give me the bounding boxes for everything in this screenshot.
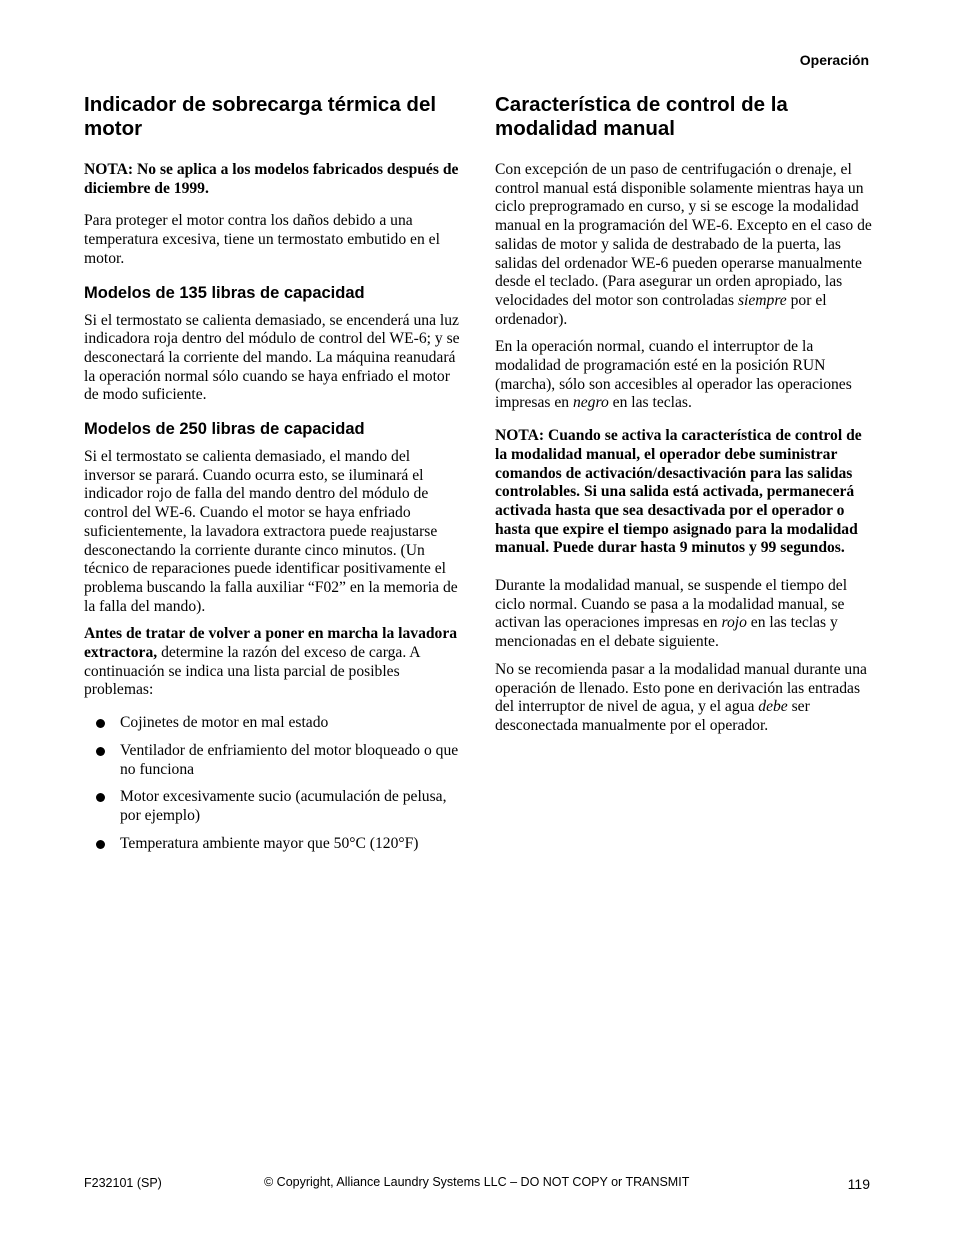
manual-mode-paragraph-4 — [495, 661, 875, 736]
list-item-text: Ventilador de enfriamiento del motor bloqueado o que no funciona — [120, 741, 459, 778]
intro-paragraph: Para proteger el motor contra los daños debido a una temperatura excesiva, tiene un termostato embutido en el motor. — [84, 212, 440, 267]
manual-mode-paragraph-2 — [495, 338, 875, 413]
subsection-title-135: Modelos de 135 libras de capacidad — [84, 283, 365, 302]
list-item — [84, 714, 462, 733]
emphasis-text: rojo — [721, 614, 747, 632]
text-run: En la operación normal, cuando el interruptor de la modalidad de programación esté en la posición RUN (marcha), sólo son accesibles al operador las operaciones impresas en — [495, 338, 852, 412]
problem-list — [84, 714, 462, 853]
text-run: en las teclas. — [608, 394, 692, 412]
manual-mode-note: NOTA: Cuando se activa la característica de control de la modalidad manual, el operador debe suministrar comandos de activación/desactivación para las salidas controlables. Si una salida está activada, permanecerá activada hasta que sea desactivada por el operador o hasta que expire el tiempo asignado para la modalidad manual. Puede durar hasta 9 minutos y 99 segundos. — [495, 427, 862, 557]
bullet-icon — [96, 840, 105, 849]
list-item-text: Cojinetes de motor en mal estado — [120, 714, 329, 732]
emphasis-text: debe — [758, 698, 788, 716]
text-run: Durante la modalidad manual, se suspende el tiempo del ciclo normal. Cuando se pasa a la modalidad manual, se activan las operaciones impresas en — [495, 577, 848, 632]
page-number: 119 — [847, 1176, 870, 1192]
paragraph-135: Si el termostato se calienta demasiado, se encenderá una luz indicadora roja dentro del módulo de control del WE-6; y se desconectará la corriente del mando. La máquina reanudará la operación normal sólo cuando se haya enfriado el motor de modo suficiente. — [84, 311, 460, 404]
emphasis-text: siempre — [737, 291, 787, 309]
bullet-icon — [96, 793, 105, 802]
text-run: en las teclas y mencionadas en el debate siguiente. — [495, 614, 838, 651]
list-item — [84, 742, 462, 779]
warning-rest-text: determine la razón del exceso de carga. A continuación se indica una lista parcial de posibles problemas: — [84, 644, 420, 699]
list-item — [84, 835, 462, 854]
subsection-title-250: Modelos de 250 libras de capacidad — [84, 420, 365, 439]
emphasis-text: negro — [572, 394, 609, 412]
list-item-text: Temperatura ambiente mayor que 50°C (120°F) — [120, 834, 419, 852]
text-run: ser desconectada manualmente por el operador. — [495, 698, 810, 734]
running-header: Operación — [799, 52, 869, 68]
list-item-text: Motor excesivamente sucio (acumulación de pelusa, por ejemplo) — [120, 788, 447, 824]
paragraph-250: Si el termostato se calienta demasiado, el mando del inversor se parará. Cuando ocurra esto, se iluminará el indicador rojo de falla del mando dentro del módulo de control del WE-6. Cuando el motor se haya enfriado suficientemente, la lavadora extractora puede reajustarse desconectando la corriente durante cinco minutos. (Un técnico de reparaciones puede identificar positivamente el problema buscando la falla auxiliar “F02” en la memoria de la falla del mando). — [84, 448, 458, 615]
footer-copyright: © Copyright, Alliance Laundry Systems LLC – DO NOT COPY or TRANSMIT — [264, 1175, 690, 1189]
manual-mode-paragraph-3 — [495, 577, 875, 652]
footer-doc-number: F232101 (SP) — [84, 1176, 162, 1190]
warning-bold-text: Antes de tratar de volver a poner en marcha la lavadora extractora, — [84, 625, 458, 662]
note-paragraph: NOTA: No se aplica a los modelos fabricados después de diciembre de 1999. — [84, 161, 459, 197]
section-title-manual-mode: Característica de control de la modalidad manual — [495, 93, 788, 140]
right-column — [495, 93, 875, 745]
manual-mode-paragraph-1 — [495, 161, 875, 329]
warning-paragraph — [84, 625, 462, 700]
list-item — [84, 788, 462, 825]
bullet-icon — [96, 719, 105, 728]
left-column — [84, 93, 462, 862]
text-run: Con excepción de un paso de centrifugación o drenaje, el control manual está disponible solamente mientras haya un ciclo preprogramado en curso, y si se escoge la modalidad manual en la programación del WE-6. Excepto en el caso de salidas de motor y salida de destrabado de la puerta, las salidas del ordenador WE-6 pueden operarse manualmente desde el teclado. (Para asegurar un orden apropiado, las velocidades del motor son controladas — [495, 161, 872, 309]
text-run: por el ordenador). — [495, 291, 827, 328]
section-title-thermal-overload: Indicador de sobrecarga térmica del motor — [84, 93, 437, 140]
bullet-icon — [96, 747, 105, 756]
text-run: No se recomienda pasar a la modalidad manual durante una operación de llenado. Esto pone en derivación las entradas del interruptor de nivel de agua, y el agua — [495, 660, 867, 716]
